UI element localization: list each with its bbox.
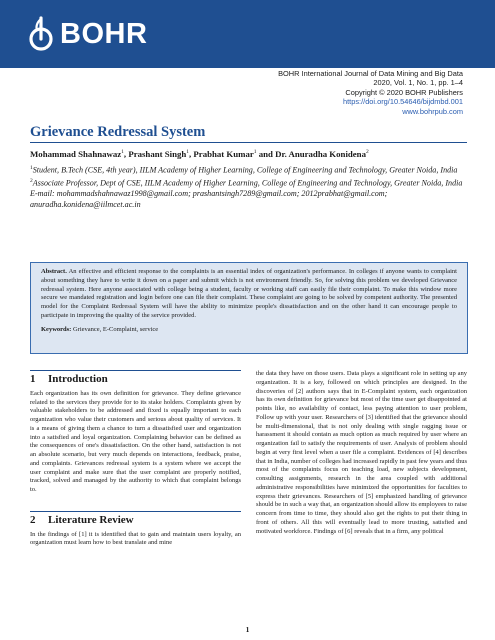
- author-name: Mohammad Shahnawaz: [30, 149, 122, 159]
- journal-name: BOHR International Journal of Data Mining and Big Data: [278, 69, 463, 78]
- affiliation-item: [30, 163, 470, 176]
- section-heading-introduction: [30, 375, 241, 384]
- affiliation-text: Associate Professor, Dept of CSE, IILM Academy of Higher Learning, College of Engineering and Technology, Greater Noida, India: [32, 178, 463, 188]
- keywords-line: [41, 326, 457, 335]
- page-number: 1: [245, 625, 250, 634]
- literature-review-paragraph: In the findings of [1] it is identified that to gain and maintain users loyalty, an organization must learn how to best translate and mine: [30, 530, 241, 547]
- title-divider: [30, 142, 467, 143]
- author-name: Dr. Anuradha Konidena: [275, 149, 366, 159]
- bohr-logo: [28, 14, 147, 54]
- affiliation-item: [30, 176, 470, 189]
- section-divider: [30, 370, 241, 371]
- introduction-paragraph: Each organization has its own definition for grievance. They define grievance related to the services they provide for to its stake holders. Complaints given by valuable stakeholders to be addressed and fixed is equally important to each organization who value their customers and serious about quality of services. It is a means of giving them a chance to turn a dissatisfied user and organization into a satisfied and loyal organization. Complaining behavior can be defined as the consequences of one's dissatisfaction. On the other hand, satisfaction is not an absolute scenario, but very much depends on interactions, feedback, praise, and complaints. Grievances redressal system is a system where we accept the user complaint and make sure that the user complaint are properly notified, tracked, solved and managed by the authority to which that complaint belongs to.: [30, 389, 241, 493]
- affiliation-text: Student, B.Tech (CSE, 4th year), IILM Academy of Higher Learning, College of Engineering and Technology, Greater Noida, India: [32, 165, 458, 175]
- section-title: Introduction: [48, 373, 108, 385]
- doi-link[interactable]: https://doi.org/10.54646/bijdmbd.001: [343, 97, 463, 107]
- left-column: [30, 370, 241, 554]
- right-column: [256, 370, 467, 542]
- website-link[interactable]: www.bohrpub.com: [402, 106, 463, 116]
- author-separator: ,: [189, 149, 194, 159]
- author-affiliation-mark: 2: [365, 149, 369, 156]
- abstract-text: An effective and efficient response to the complaints is an essential index of organization's performance. In colleges if anyone wants to complaint about something they have to write it down on a paper and submit which is not environment friendly. So, for solving this problem we developed Grievance redressal system. Here anyone associated with college being a student, faculty or working staff can easily file their complaint. To make this window more secure we mandated registration and login before one can file their complaint. These complaint are going to be solved by competent authority. The presented model for the Complaint Redressal System will have the ability to minimize people's dissatisfaction and on the other hand it can encourage people to participate in improving the quality of the service provided.: [41, 268, 457, 319]
- bohr-mark-icon: [28, 16, 54, 52]
- section-title: Literature Review: [48, 513, 134, 526]
- author-list: [30, 149, 369, 159]
- section-spacer: [30, 501, 241, 511]
- journal-issue: 2020, Vol. 1, No. 1, pp. 1–4: [373, 78, 463, 88]
- author-affiliation-mark: 1: [121, 149, 124, 156]
- affiliation-mark: 1: [30, 165, 33, 171]
- author-name: Prashant Singh: [128, 149, 187, 159]
- affiliations: [30, 163, 470, 210]
- section-divider: [30, 511, 241, 512]
- literature-review-continued: the data they have on those users. Data plays a significant role in setting up any organization. It is a key, followed on which principles are designed. In the discoveries of [2] authors says that in E-Complaint system, each organization has its own definition for grievance but most of the time user get disappointed at points like, no availability of contact, less paying attention to user problem, Follow up with your user. Researchers of [3] identified that the grievance should be multi-dimensional, that is not only dealing with single ragging issue or harassment it should contain as much option as much required by user where an organization fail to satisfy the requirements of user. Analysis of problem should begin at very first level when a user file a complaint. Evidences of [4] describes that in India, number of colleges had increased rapidly in past few years and thus most of the complaints focus on teaching load, new subjects development, consulting assignments, research in the area coupled with additional administrative responsibilities have minimized the opportunities for faculties to express their grievances. Researchers of [5] emphasized handling of grievance should be in such a way that, an organization should allow its employees to raise concern from time to time, they should also get the rights to put their thing in front of others. All this will eventually lead to more trusting, satisfied and motivated workforce. Findings of [6] reveals that in a firm, any political: [256, 370, 467, 535]
- author-affiliation-mark: 1: [186, 149, 190, 156]
- keywords-label: Keywords:: [41, 325, 72, 333]
- journal-copyright: Copyright © 2020 BOHR Publishers: [345, 87, 463, 97]
- section-number: 1: [30, 373, 36, 385]
- abstract-box: [30, 262, 468, 354]
- affiliation-mark: 2: [30, 177, 33, 184]
- abstract-paragraph: [41, 268, 457, 321]
- author-separator: and: [256, 149, 276, 159]
- abstract-label: Abstract.: [41, 268, 67, 275]
- logo-text: BOHR: [60, 17, 148, 50]
- section-number: 2: [30, 513, 36, 526]
- author-separator: ,: [123, 149, 129, 159]
- journal-banner: [0, 0, 495, 68]
- journal-info: [278, 69, 463, 116]
- paper-title: Grievance Redressal System: [30, 124, 206, 140]
- section-heading-literature-review: [30, 513, 241, 526]
- author-affiliation-mark: 1: [253, 149, 257, 156]
- keywords-text: Grievance, E-Complaint, service: [72, 325, 159, 333]
- email-line: E-mail: mohammadshahnawaz1998@gmail.com; prashantsingh7289@gmail.com; 2012prabhat@gmail.com; anuradha.konidena@iilmcet.ac.in: [30, 189, 388, 210]
- author-name: Prabhat Kumar: [193, 149, 254, 159]
